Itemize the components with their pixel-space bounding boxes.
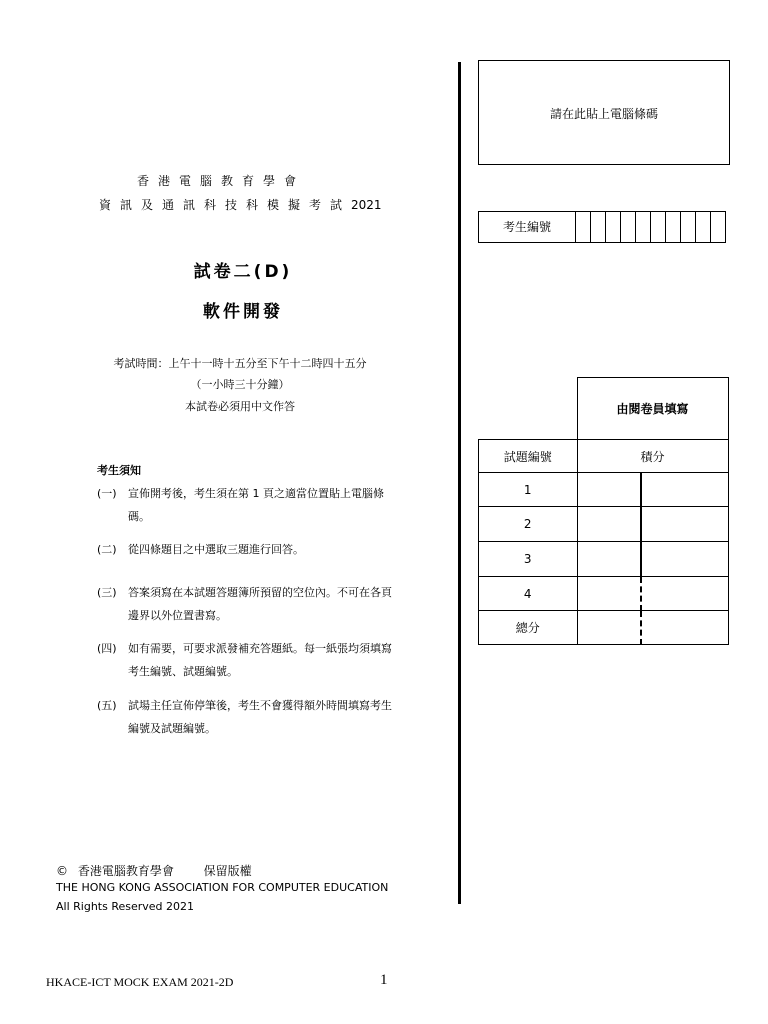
instruction-item bbox=[97, 581, 457, 627]
copyright-line bbox=[56, 862, 252, 879]
instruction-line: 邊界以外位置書寫。 bbox=[128, 609, 227, 622]
question-number: 2 bbox=[479, 507, 578, 542]
marks-cell[interactable] bbox=[577, 542, 641, 577]
instruction-number: (四) bbox=[97, 642, 117, 655]
marks-cell[interactable] bbox=[641, 473, 729, 507]
candidate-number-label: 考生編號 bbox=[479, 212, 576, 242]
instruction-text bbox=[128, 482, 448, 528]
exam-duration: （一小時三十分鐘） bbox=[190, 378, 290, 391]
instructions-title: 考生須知 bbox=[97, 464, 141, 477]
copyright-symbol: © bbox=[56, 864, 68, 878]
marker-table-header: 由閱卷員填寫 bbox=[577, 378, 728, 440]
marks-cell[interactable] bbox=[641, 542, 729, 577]
candidate-number-cell[interactable] bbox=[666, 212, 681, 242]
instruction-item bbox=[97, 482, 457, 528]
instruction-item bbox=[97, 694, 457, 740]
instruction-line: 試場主任宣佈停筆後，考生不會獲得額外時間填寫考生 bbox=[128, 699, 392, 712]
candidate-number-cell[interactable] bbox=[651, 212, 666, 242]
instruction-text bbox=[128, 694, 448, 740]
instruction-line: 碼。 bbox=[128, 510, 150, 523]
instruction-line: 如有需要，可要求派發補充答題紙。每一紙張均須填寫 bbox=[128, 642, 392, 655]
instruction-line: 答案須寫在本試題答題簿所預留的空位內。不可在各頁 bbox=[128, 586, 392, 599]
marks-cell[interactable] bbox=[577, 577, 641, 611]
exam-code: HKACE-ICT MOCK EXAM 2021-2D bbox=[46, 975, 234, 989]
page-divider bbox=[458, 62, 461, 904]
question-number: 4 bbox=[479, 577, 578, 611]
marks-cell[interactable] bbox=[641, 577, 729, 611]
candidate-number-box bbox=[478, 211, 726, 243]
instruction-number: (二) bbox=[97, 543, 117, 556]
barcode-label: 請在此貼上電腦條碼 bbox=[549, 107, 658, 121]
instruction-line: 考生編號、試題編號。 bbox=[128, 665, 238, 678]
marks-cell[interactable] bbox=[577, 507, 641, 542]
instruction-number: (五) bbox=[97, 699, 117, 712]
copyright-rights-cn: 保留版權 bbox=[203, 864, 252, 878]
marker-table-blank bbox=[479, 378, 578, 440]
marks-header: 積分 bbox=[577, 440, 728, 473]
marker-table bbox=[478, 377, 729, 645]
copyright-org-cn: 香港電腦教育學會 bbox=[77, 864, 174, 878]
question-number: 3 bbox=[479, 542, 578, 577]
marks-cell[interactable] bbox=[577, 473, 641, 507]
instruction-number: (一) bbox=[97, 487, 117, 500]
instruction-text bbox=[128, 581, 448, 627]
org-line-1: 香港電腦教育學會 bbox=[137, 174, 306, 188]
instruction-line: 宣佈開考後，考生須在第 1 頁之適當位置貼上電腦條 bbox=[128, 487, 384, 500]
candidate-number-cell[interactable] bbox=[681, 212, 696, 242]
exam-year: 2021 bbox=[351, 198, 382, 212]
paper-subject: 軟件開發 bbox=[203, 302, 283, 322]
copyright-org-en: THE HONG KONG ASSOCIATION FOR COMPUTER EDUCATION bbox=[56, 881, 389, 894]
candidate-number-cell[interactable] bbox=[576, 212, 591, 242]
exam-language: 本試卷必須用中文作答 bbox=[185, 400, 295, 413]
instruction-number: (三) bbox=[97, 586, 117, 599]
marks-cell[interactable] bbox=[641, 507, 729, 542]
copyright-rights-en: All Rights Reserved 2021 bbox=[56, 900, 195, 913]
org-line-2-text: 資訊及通訊科技科模擬考試 bbox=[99, 198, 352, 212]
candidate-number-cell[interactable] bbox=[696, 212, 711, 242]
paper-title: 試卷二(D) bbox=[193, 262, 293, 282]
total-label: 總分 bbox=[479, 611, 578, 645]
instruction-text bbox=[128, 538, 448, 561]
candidate-number-cell[interactable] bbox=[636, 212, 651, 242]
candidate-number-cell[interactable] bbox=[621, 212, 636, 242]
candidate-number-cell[interactable] bbox=[711, 212, 725, 242]
candidate-number-cell[interactable] bbox=[606, 212, 621, 242]
page-number: 1 bbox=[380, 972, 388, 988]
instruction-line: 編號及試題編號。 bbox=[128, 722, 216, 735]
barcode-box bbox=[478, 60, 730, 165]
total-cell[interactable] bbox=[641, 611, 729, 645]
question-number: 1 bbox=[479, 473, 578, 507]
instruction-item bbox=[97, 637, 457, 683]
instruction-text bbox=[128, 637, 448, 683]
question-number-header: 試題編號 bbox=[479, 440, 578, 473]
candidate-number-cell[interactable] bbox=[591, 212, 606, 242]
instruction-item bbox=[97, 538, 457, 561]
org-line-2 bbox=[99, 196, 382, 213]
instruction-line: 從四條題目之中選取三題進行回答。 bbox=[128, 543, 304, 556]
total-cell[interactable] bbox=[577, 611, 641, 645]
exam-time: 考試時間：上午十一時十五分至下午十二時四十五分 bbox=[113, 357, 367, 370]
